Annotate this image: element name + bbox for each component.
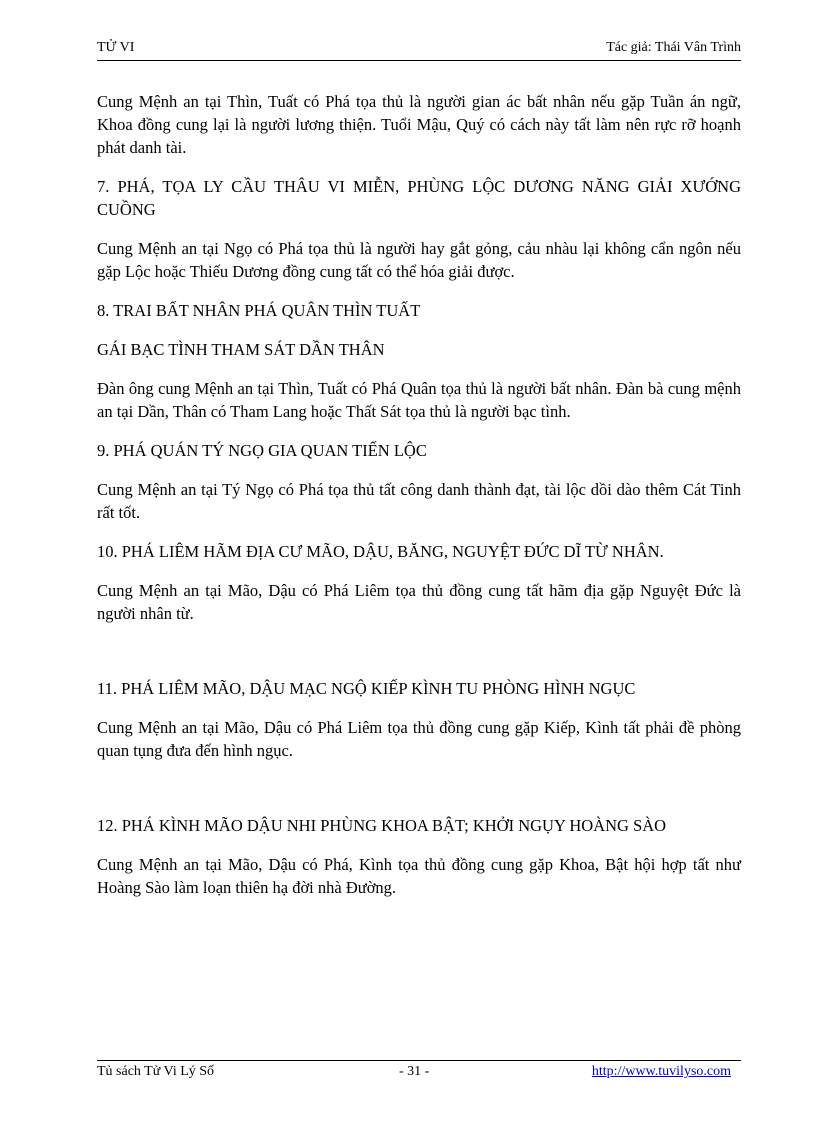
page-number: - 31 - (399, 1064, 430, 1079)
heading-8b: GÁI BẠC TÌNH THAM SÁT DẦN THÂN (97, 340, 385, 359)
header-author: Tác giả: Thái Vân Trình (606, 40, 741, 55)
paragraph-7: Cung Mệnh an tại Ngọ có Phá tọa thủ là người hay gắt gỏng, cảu nhàu lại không cẩn ngôn nếu gặp Lộc hoặc Thiếu Dương đồng cung tất có thể hóa giải được. (97, 239, 741, 281)
header-title: TỬ VI (97, 40, 135, 55)
page-footer (97, 1060, 741, 1083)
footer-link[interactable]: http://www.tuvilyso.com (591, 1064, 731, 1079)
page-header (97, 38, 741, 61)
paragraph-11: Cung Mệnh an tại Mão, Dậu có Phá Liêm tọa thủ đồng cung gặp Kiếp, Kình tất phải đề phòng quan tụng đưa đến hình ngục. (97, 718, 741, 760)
heading-8a: 8. TRAI BẤT NHÂN PHÁ QUÂN THÌN TUẤT (97, 301, 421, 320)
paragraph-8: Đàn ông cung Mệnh an tại Thìn, Tuất có Phá Quân tọa thủ là người bất nhân. Đàn bà cung mệnh an tại Dần, Thân có Tham Lang hoặc Thất Sát tọa thủ là người bạc tình. (97, 379, 741, 421)
page-content (97, 90, 741, 899)
paragraph-9: Cung Mệnh an tại Tý Ngọ có Phá tọa thủ tất công danh thành đạt, tài lộc dồi dào thêm Cát Tinh rất tốt. (97, 480, 741, 522)
intro-paragraph: Cung Mệnh an tại Thìn, Tuất có Phá tọa thủ là người gian ác bất nhân nếu gặp Tuần án ngữ, Khoa đồng cung lại là người lương thiện. Tuổi Mậu, Quý có cách này tất làm nên rực rỡ hoạnh phát danh tài. (97, 92, 741, 157)
heading-10: 10. PHÁ LIÊM HÃM ĐỊA CƯ MÃO, DẬU, BĂNG, NGUYỆT ĐỨC DĨ TỪ NHÂN. (97, 542, 664, 561)
footer-series: Tủ sách Tử Vi Lý Số (97, 1064, 215, 1079)
heading-9: 9. PHÁ QUÁN TÝ NGỌ GIA QUAN TIẾN LỘC (97, 441, 427, 460)
paragraph-10: Cung Mệnh an tại Mão, Dậu có Phá Liêm tọa thủ đồng cung tất hãm địa gặp Nguyệt Đức là người nhân từ. (97, 581, 741, 623)
heading-11: 11. PHÁ LIÊM MÃO, DẬU MẠC NGỘ KIẾP KÌNH TU PHÒNG HÌNH NGỤC (97, 679, 636, 698)
heading-7: 7. PHÁ, TỌA LY CẦU THÂU VI MIỄN, PHÙNG LỘC DƯƠNG NĂNG GIẢI XƯỚNG CUỒNG (97, 177, 741, 219)
heading-12: 12. PHÁ KÌNH MÃO DẬU NHI PHÙNG KHOA BẬT; KHỞI NGỤY HOÀNG SÀO (97, 816, 667, 835)
paragraph-12: Cung Mệnh an tại Mão, Dậu có Phá, Kình tọa thủ đồng cung gặp Khoa, Bật hội hợp tất như Hoàng Sào làm loạn thiên hạ đời nhà Đường. (97, 855, 741, 897)
